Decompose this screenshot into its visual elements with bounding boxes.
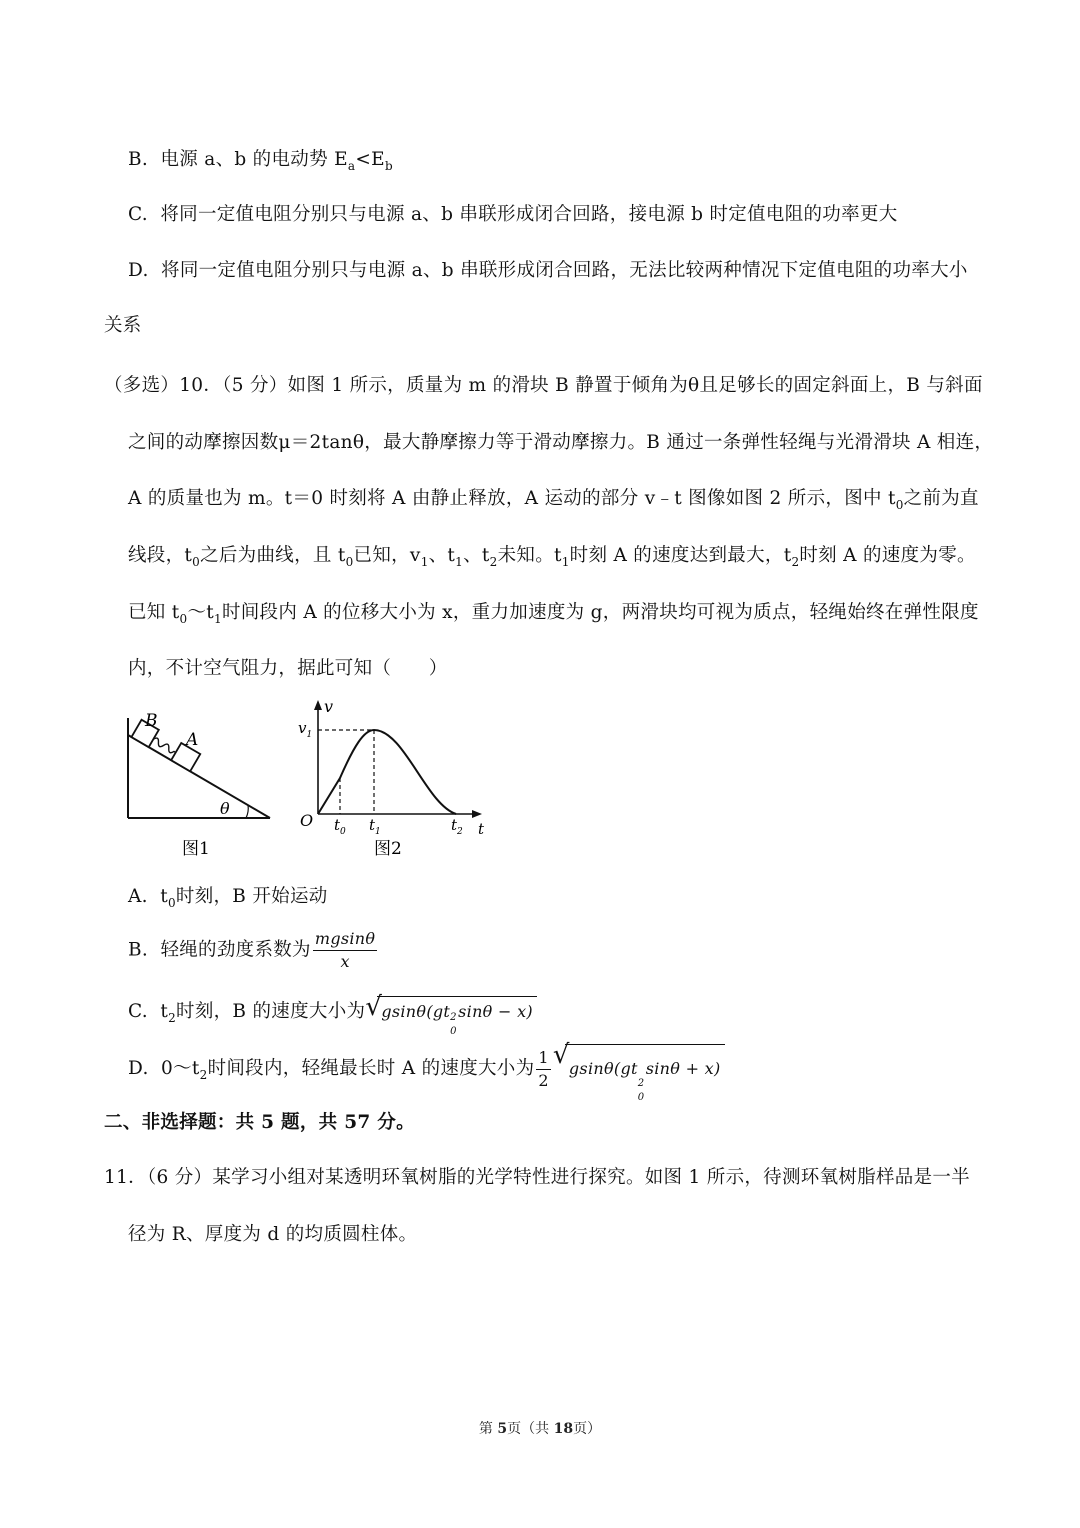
q10-option-a: A. $t_0$时刻，B 开始运动 [128,886,328,910]
q10-line1: （多选）10．（5 分）如图 1 所示，质量为 m 的滑块 B 静置于倾角为θ且足够长的固定斜面上，B 与斜面 [104,375,983,396]
q10-line6: 内，不计空气阻力，据此可知（ ） [128,658,448,679]
option-d-prev: D. 将同一定值电阻分别只与电源 a、b 串联形成闭合回路，无法比较两种情况下定值电阻的功率大小 [128,260,968,281]
figure-2-vt-graph [296,696,496,866]
page-footer: 第 5页（共 18页） [478,1421,602,1437]
q10-option-c: C. $t_2$时刻，B 的速度大小为 √ gsinθ(gt 2 0 sinθ − x) [128,996,537,1031]
q11-line2: 径为 R、厚度为 d 的均质圆柱体。 [128,1224,418,1245]
option-d-prev-cont: 关系 [104,315,142,336]
theta-arc [246,805,248,818]
q10-line2: 之间的动摩擦因数μ＝2tanθ，最大静摩擦力等于滑动摩擦力。B 通过一条弹性轻绳与光滑滑块 A 相连， [128,432,994,453]
q10-option-d: D. $0\sim t_2$时间段内，轻绳最长时 A 的速度大小为 $\frac{1}{2}$ √ gsinθ(gt 2 0 sinθ + x) [128,1044,725,1097]
label-t1: $t_1$ [369,816,381,837]
label-t0: $t_0$ [334,816,346,837]
t-axis-arrow [472,810,482,818]
sqrt-expression-d: √ gsinθ(gt 2 0 sinθ + x) [555,1044,725,1091]
label-a: A [186,730,199,750]
half-fraction: $\frac{1}{2}$ [538,1047,549,1090]
label-origin: O [300,811,314,830]
label-v: v [324,697,334,716]
v-axis-arrow [314,700,322,710]
section-2-heading: 二、非选择题：共 5 题，共 57 分。 [104,1112,415,1133]
sqrt-expression-c: √ gsinθ(gt 2 0 sinθ − x) [367,996,537,1025]
label-t2: $t_2$ [451,816,463,837]
q11-line1: 11．（6 分）某学习小组对某透明环氧树脂的光学特性进行探究。如图 1 所示，待测环氧树脂样品是一半 [104,1167,970,1188]
q10-line5: 已知 $t_0\sim t_1$时间段内 A 的位移大小为 x，重力加速度为 g，两滑块均可视为质点，轻绳始终在弹性限度 [128,602,979,626]
option-c-prev: C. 将同一定值电阻分别只与电源 a、b 串联形成闭合回路，接电源 b 时定值电阻的功率更大 [128,204,898,225]
figure-2-caption: 图2 [374,839,402,859]
q10-line4: 线段，$t_0$之后为曲线，且 $t_0$已知，$v_1$、$t_1$、$t_2$未知。$t_1$时刻 A 的速度达到最大，$t_2$时刻 A 的速度为零。 [128,545,976,569]
spring-constant-fraction: $\frac{mgsin\theta}{x}$ [314,929,376,971]
label-t: t [478,820,485,838]
label-b: B [145,711,158,731]
figure-1-incline [120,700,290,865]
elastic-rope [152,737,177,755]
figure-1-caption: 图1 [182,839,210,859]
label-v1: $v_1$ [298,719,313,740]
velocity-curve [318,730,456,814]
option-b-prev: B. 电源 a、b 的电动势 $E_a<E_b$ [128,149,393,173]
q10-option-b: B. 轻绳的劲度系数为 $\frac{mgsin\theta}{x}$ [128,929,376,971]
q10-line3: A 的质量也为 m。t＝0 时刻将 A 由静止释放，A 运动的部分 v﹣t 图像如图 2 所示，图中 $t_0$之前为直 [128,488,979,512]
label-theta: θ [220,799,230,818]
